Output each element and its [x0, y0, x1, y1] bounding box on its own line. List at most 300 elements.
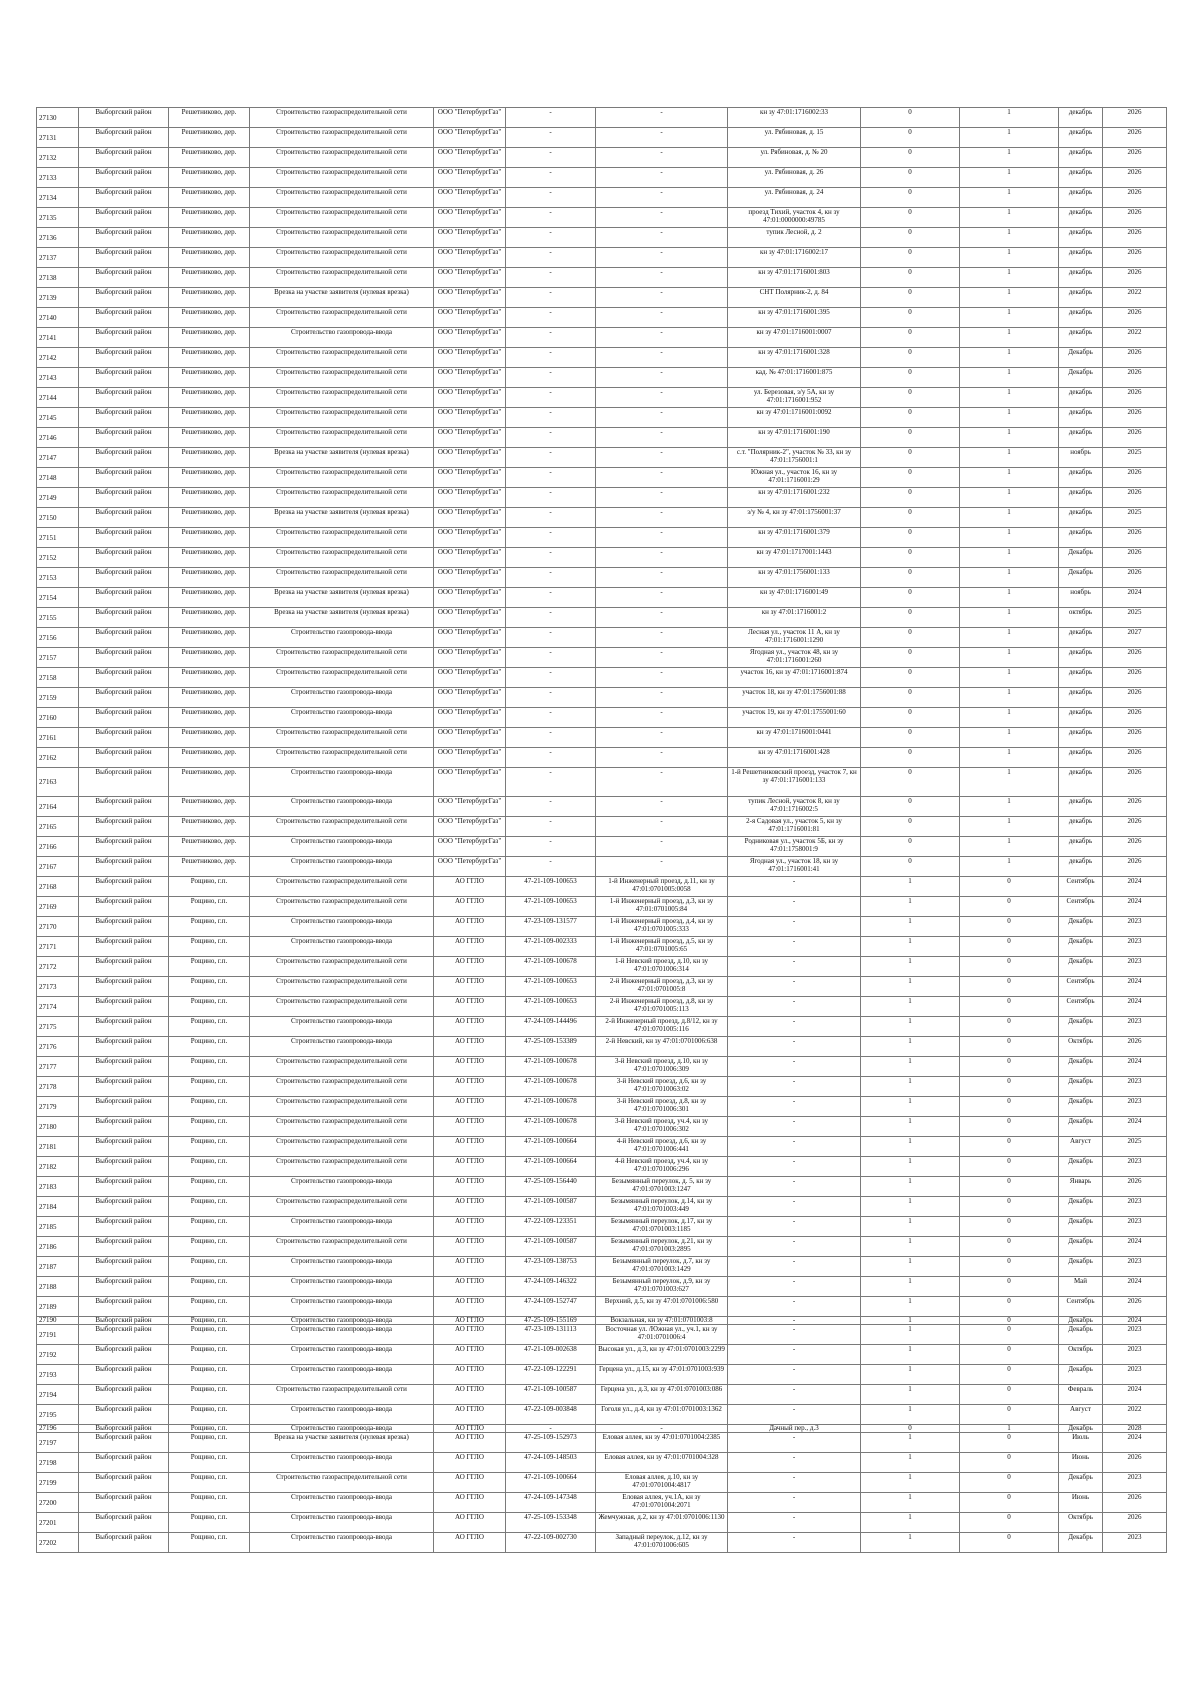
- table-row: [37, 997, 1167, 1017]
- row-number: 27166: [37, 837, 79, 857]
- address-cell: Безымянный переулок, д.21, кн зу 47:01:0701003:2895: [596, 1237, 728, 1257]
- district-cell: Выборгский район: [79, 128, 169, 148]
- year-cell: 2027: [1103, 628, 1167, 648]
- year-cell: 2023: [1103, 957, 1167, 977]
- address-cell: -: [596, 468, 728, 488]
- district-cell: Выборгский район: [79, 528, 169, 548]
- work-type-cell: Строительство газораспределительной сети: [250, 268, 434, 288]
- work-type-cell: Строительство газораспределительной сети: [250, 568, 434, 588]
- application-number-cell: 47-21-109-100678: [506, 1077, 596, 1097]
- address-cell: -: [596, 228, 728, 248]
- organization-cell: АО ГГЛО: [434, 917, 506, 937]
- table-row: [37, 957, 1167, 977]
- cadastral-address-cell: кн зу 47:01:1716002:33: [728, 108, 861, 128]
- flag-a-cell: 1: [861, 1117, 960, 1137]
- organization-cell: АО ГГЛО: [434, 1365, 506, 1385]
- month-cell: Январь: [1059, 1177, 1103, 1197]
- settlement-cell: Решетниково, дер.: [169, 268, 250, 288]
- cadastral-address-cell: с.т. "Полярник-2", участок № 33, кн зу 47:01:1756001:1: [728, 448, 861, 468]
- organization-cell: ООО "ПетербургГаз": [434, 628, 506, 648]
- application-number-cell: 47-23-109-138753: [506, 1257, 596, 1277]
- month-cell: Декабрь: [1059, 1077, 1103, 1097]
- flag-b-cell: 0: [960, 1297, 1059, 1317]
- table-row: [37, 1513, 1167, 1533]
- table-row: [37, 748, 1167, 768]
- address-cell: 4-й Невский проезд, уч.4, кн зу 47:01:0701006:296: [596, 1157, 728, 1177]
- month-cell: декабрь: [1059, 857, 1103, 877]
- organization-cell: ООО "ПетербургГаз": [434, 857, 506, 877]
- organization-cell: АО ГГЛО: [434, 1513, 506, 1533]
- application-number-cell: 47-22-109-002730: [506, 1533, 596, 1553]
- address-cell: -: [596, 1425, 728, 1433]
- row-number: 27189: [37, 1297, 79, 1317]
- table-row: [37, 628, 1167, 648]
- cadastral-address-cell: -: [728, 1057, 861, 1077]
- application-number-cell: -: [506, 508, 596, 528]
- flag-b-cell: 1: [960, 228, 1059, 248]
- flag-b-cell: 0: [960, 1317, 1059, 1325]
- flag-a-cell: 1: [861, 997, 960, 1017]
- work-type-cell: Строительство газораспределительной сети: [250, 388, 434, 408]
- flag-b-cell: 1: [960, 208, 1059, 228]
- flag-a-cell: 1: [861, 1017, 960, 1037]
- row-number: 27141: [37, 328, 79, 348]
- flag-a-cell: 0: [861, 748, 960, 768]
- table-row: [37, 917, 1167, 937]
- table-row: [37, 1217, 1167, 1237]
- district-cell: Выборгский район: [79, 1097, 169, 1117]
- month-cell: Июнь: [1059, 1453, 1103, 1473]
- table-row: [37, 128, 1167, 148]
- flag-a-cell: 0: [861, 797, 960, 817]
- cadastral-address-cell: кн зу 47:01:1717001:1443: [728, 548, 861, 568]
- month-cell: декабрь: [1059, 728, 1103, 748]
- application-number-cell: -: [506, 328, 596, 348]
- district-cell: Выборгский район: [79, 368, 169, 388]
- settlement-cell: Решетниково, дер.: [169, 508, 250, 528]
- cadastral-address-cell: СНТ Полярник-2, д. 84: [728, 288, 861, 308]
- cadastral-address-cell: ул. Березовая, з/у 5А, кн зу 47:01:1716001:952: [728, 388, 861, 408]
- flag-a-cell: 0: [861, 508, 960, 528]
- cadastral-address-cell: кн зу 47:01:1716001:328: [728, 348, 861, 368]
- organization-cell: ООО "ПетербургГаз": [434, 188, 506, 208]
- address-cell: Безымянный переулок, д. 5, кн зу 47:01:0701003:1247: [596, 1177, 728, 1197]
- row-number: 27148: [37, 468, 79, 488]
- organization-cell: АО ГГЛО: [434, 1177, 506, 1197]
- application-number-cell: 47-21-109-100653: [506, 897, 596, 917]
- flag-a-cell: 0: [861, 688, 960, 708]
- year-cell: 2025: [1103, 508, 1167, 528]
- organization-cell: ООО "ПетербургГаз": [434, 408, 506, 428]
- row-number: 27200: [37, 1493, 79, 1513]
- district-cell: Выборгский район: [79, 388, 169, 408]
- month-cell: Декабрь: [1059, 1533, 1103, 1553]
- table-row: [37, 568, 1167, 588]
- flag-a-cell: 0: [861, 728, 960, 748]
- row-number: 27178: [37, 1077, 79, 1097]
- row-number: 27134: [37, 188, 79, 208]
- month-cell: ноябрь: [1059, 448, 1103, 468]
- application-number-cell: 47-25-109-156440: [506, 1177, 596, 1197]
- flag-a-cell: 0: [861, 468, 960, 488]
- flag-a-cell: 1: [861, 917, 960, 937]
- application-number-cell: -: [506, 568, 596, 588]
- flag-a-cell: 1: [861, 897, 960, 917]
- year-cell: 2024: [1103, 1385, 1167, 1405]
- flag-b-cell: 1: [960, 128, 1059, 148]
- row-number: 27167: [37, 857, 79, 877]
- cadastral-address-cell: кн зу 47:01:1716001:190: [728, 428, 861, 448]
- cadastral-address-cell: -: [728, 1513, 861, 1533]
- settlement-cell: Решетниково, дер.: [169, 128, 250, 148]
- flag-b-cell: 1: [960, 188, 1059, 208]
- work-type-cell: Строительство газораспределительной сети: [250, 408, 434, 428]
- flag-b-cell: 0: [960, 1017, 1059, 1037]
- organization-cell: ООО "ПетербургГаз": [434, 608, 506, 628]
- cadastral-address-cell: тупик Лесной, д. 2: [728, 228, 861, 248]
- settlement-cell: Решетниково, дер.: [169, 288, 250, 308]
- flag-b-cell: 0: [960, 1037, 1059, 1057]
- flag-a-cell: 0: [861, 388, 960, 408]
- address-cell: -: [596, 668, 728, 688]
- address-cell: Высокая ул., д.3, кн зу 47:01:0701003:2299: [596, 1345, 728, 1365]
- flag-b-cell: 1: [960, 528, 1059, 548]
- year-cell: 2023: [1103, 1077, 1167, 1097]
- cadastral-address-cell: -: [728, 997, 861, 1017]
- flag-b-cell: 1: [960, 268, 1059, 288]
- application-number-cell: -: [506, 228, 596, 248]
- district-cell: Выборгский район: [79, 857, 169, 877]
- month-cell: декабрь: [1059, 408, 1103, 428]
- flag-b-cell: 0: [960, 1345, 1059, 1365]
- settlement-cell: Решетниково, дер.: [169, 857, 250, 877]
- row-number: 27164: [37, 797, 79, 817]
- organization-cell: АО ГГЛО: [434, 1425, 506, 1433]
- year-cell: 2024: [1103, 1057, 1167, 1077]
- application-number-cell: -: [506, 857, 596, 877]
- settlement-cell: Решетниково, дер.: [169, 388, 250, 408]
- address-cell: -: [596, 837, 728, 857]
- address-cell: -: [596, 488, 728, 508]
- flag-b-cell: 0: [960, 1385, 1059, 1405]
- table-row: [37, 208, 1167, 228]
- settlement-cell: Рощино, г.п.: [169, 1493, 250, 1513]
- year-cell: 2026: [1103, 228, 1167, 248]
- flag-a-cell: 1: [861, 1365, 960, 1385]
- table-row: [37, 1317, 1167, 1325]
- work-type-cell: Строительство газораспределительной сети: [250, 1077, 434, 1097]
- district-cell: Выборгский район: [79, 1277, 169, 1297]
- month-cell: декабрь: [1059, 108, 1103, 128]
- month-cell: декабрь: [1059, 228, 1103, 248]
- organization-cell: АО ГГЛО: [434, 897, 506, 917]
- flag-a-cell: 1: [861, 1277, 960, 1297]
- address-cell: 2-й Инженерный проезд, д.8, кн зу 47:01:0701005:113: [596, 997, 728, 1017]
- address-cell: -: [596, 568, 728, 588]
- address-cell: -: [596, 797, 728, 817]
- settlement-cell: Решетниково, дер.: [169, 837, 250, 857]
- address-cell: -: [596, 748, 728, 768]
- settlement-cell: Рощино, г.п.: [169, 1473, 250, 1493]
- settlement-cell: Рощино, г.п.: [169, 1345, 250, 1365]
- settlement-cell: Решетниково, дер.: [169, 608, 250, 628]
- application-number-cell: 47-22-109-123351: [506, 1217, 596, 1237]
- row-number: 27154: [37, 588, 79, 608]
- table-row: [37, 837, 1167, 857]
- district-cell: Выборгский район: [79, 588, 169, 608]
- cadastral-address-cell: -: [728, 1493, 861, 1513]
- year-cell: 2026: [1103, 548, 1167, 568]
- flag-a-cell: 0: [861, 668, 960, 688]
- cadastral-address-cell: -: [728, 1037, 861, 1057]
- cadastral-address-cell: -: [728, 1345, 861, 1365]
- settlement-cell: Рощино, г.п.: [169, 1037, 250, 1057]
- organization-cell: АО ГГЛО: [434, 957, 506, 977]
- month-cell: ноябрь: [1059, 588, 1103, 608]
- year-cell: 2023: [1103, 1097, 1167, 1117]
- table-row: [37, 1077, 1167, 1097]
- settlement-cell: Решетниково, дер.: [169, 548, 250, 568]
- flag-a-cell: 0: [861, 528, 960, 548]
- district-cell: Выборгский район: [79, 708, 169, 728]
- table-row: [37, 648, 1167, 668]
- table-row: [37, 688, 1167, 708]
- organization-cell: ООО "ПетербургГаз": [434, 168, 506, 188]
- flag-b-cell: 1: [960, 408, 1059, 428]
- year-cell: 2026: [1103, 428, 1167, 448]
- district-cell: Выборгский район: [79, 1513, 169, 1533]
- cadastral-address-cell: -: [728, 1473, 861, 1493]
- flag-a-cell: 1: [861, 1453, 960, 1473]
- table-row: [37, 708, 1167, 728]
- work-type-cell: Строительство газопровода-ввода: [250, 917, 434, 937]
- district-cell: Выборгский район: [79, 817, 169, 837]
- work-type-cell: Строительство газораспределительной сети: [250, 1117, 434, 1137]
- settlement-cell: Рощино, г.п.: [169, 1405, 250, 1425]
- district-cell: Выборгский район: [79, 1317, 169, 1325]
- flag-b-cell: 0: [960, 937, 1059, 957]
- table-row: [37, 1257, 1167, 1277]
- row-number: 27199: [37, 1473, 79, 1493]
- cadastral-address-cell: -: [728, 1117, 861, 1137]
- application-number-cell: 47-21-109-100664: [506, 1473, 596, 1493]
- year-cell: 2026: [1103, 308, 1167, 328]
- cadastral-address-cell: -: [728, 1257, 861, 1277]
- settlement-cell: Решетниково, дер.: [169, 708, 250, 728]
- district-cell: Выборгский район: [79, 348, 169, 368]
- year-cell: 2026: [1103, 1513, 1167, 1533]
- settlement-cell: Рощино, г.п.: [169, 1157, 250, 1177]
- district-cell: Выборгский район: [79, 748, 169, 768]
- district-cell: Выборгский район: [79, 1117, 169, 1137]
- month-cell: декабрь: [1059, 148, 1103, 168]
- row-number: 27197: [37, 1433, 79, 1453]
- year-cell: 2026: [1103, 837, 1167, 857]
- work-type-cell: Строительство газораспределительной сети: [250, 1057, 434, 1077]
- district-cell: Выборгский район: [79, 1365, 169, 1385]
- district-cell: Выборгский район: [79, 1297, 169, 1317]
- flag-b-cell: 1: [960, 857, 1059, 877]
- district-cell: Выборгский район: [79, 308, 169, 328]
- row-number: 27183: [37, 1177, 79, 1197]
- district-cell: Выборгский район: [79, 228, 169, 248]
- organization-cell: АО ГГЛО: [434, 1197, 506, 1217]
- row-number: 27165: [37, 817, 79, 837]
- application-number-cell: 47-21-109-100653: [506, 877, 596, 897]
- year-cell: 2022: [1103, 328, 1167, 348]
- application-number-cell: -: [506, 648, 596, 668]
- month-cell: октябрь: [1059, 608, 1103, 628]
- organization-cell: АО ГГЛО: [434, 1017, 506, 1037]
- month-cell: декабрь: [1059, 468, 1103, 488]
- year-cell: 2026: [1103, 368, 1167, 388]
- district-cell: Выборгский район: [79, 468, 169, 488]
- row-number: 27132: [37, 148, 79, 168]
- flag-a-cell: 0: [861, 188, 960, 208]
- table-row: [37, 1037, 1167, 1057]
- district-cell: Выборгский район: [79, 1345, 169, 1365]
- organization-cell: ООО "ПетербургГаз": [434, 328, 506, 348]
- cadastral-address-cell: Южная ул., участок 16, кн зу 47:01:1716001:29: [728, 468, 861, 488]
- work-type-cell: Строительство газораспределительной сети: [250, 488, 434, 508]
- district-cell: Выборгский район: [79, 1425, 169, 1433]
- cadastral-address-cell: -: [728, 957, 861, 977]
- flag-a-cell: 0: [861, 548, 960, 568]
- settlement-cell: Рощино, г.п.: [169, 1177, 250, 1197]
- year-cell: 2026: [1103, 268, 1167, 288]
- application-number-cell: -: [506, 268, 596, 288]
- cadastral-address-cell: Лесная ул., участок 11 А, кн зу 47:01:1716001:1290: [728, 628, 861, 648]
- application-number-cell: -: [506, 768, 596, 797]
- application-number-cell: -: [506, 108, 596, 128]
- district-cell: Выборгский район: [79, 1325, 169, 1345]
- row-number: 27155: [37, 608, 79, 628]
- organization-cell: ООО "ПетербургГаз": [434, 688, 506, 708]
- organization-cell: ООО "ПетербургГаз": [434, 528, 506, 548]
- year-cell: 2026: [1103, 857, 1167, 877]
- address-cell: Западный переулок, д.12, кн зу 47:01:0701006:605: [596, 1533, 728, 1553]
- row-number: 27131: [37, 128, 79, 148]
- work-type-cell: Строительство газораспределительной сети: [250, 348, 434, 368]
- settlement-cell: Рощино, г.п.: [169, 1117, 250, 1137]
- cadastral-address-cell: кн зу 47:01:1716001:803: [728, 268, 861, 288]
- table-row: [37, 508, 1167, 528]
- flag-a-cell: 1: [861, 1057, 960, 1077]
- row-number: 27169: [37, 897, 79, 917]
- application-number-cell: -: [506, 448, 596, 468]
- row-number: 27171: [37, 937, 79, 957]
- application-number-cell: 47-23-109-131577: [506, 917, 596, 937]
- year-cell: 2026: [1103, 797, 1167, 817]
- district-cell: Выборгский район: [79, 937, 169, 957]
- settlement-cell: Рощино, г.п.: [169, 1277, 250, 1297]
- address-cell: 3-й Невский проезд, д.6, кн зу 47:01:07010063:02: [596, 1077, 728, 1097]
- settlement-cell: Рощино, г.п.: [169, 1097, 250, 1117]
- settlement-cell: Рощино, г.п.: [169, 997, 250, 1017]
- address-cell: Гоголя ул., д.4, кн зу 47:01:0701003:1362: [596, 1405, 728, 1425]
- application-number-cell: -: [506, 348, 596, 368]
- table-row: [37, 768, 1167, 797]
- work-type-cell: Строительство газопровода-ввода: [250, 1405, 434, 1425]
- flag-b-cell: 0: [960, 917, 1059, 937]
- address-cell: -: [596, 188, 728, 208]
- settlement-cell: Решетниково, дер.: [169, 188, 250, 208]
- flag-b-cell: 0: [960, 1433, 1059, 1453]
- work-type-cell: Строительство газопровода-ввода: [250, 628, 434, 648]
- work-type-cell: Врезка на участке заявителя (нулевая врезка): [250, 588, 434, 608]
- flag-a-cell: 0: [861, 128, 960, 148]
- cadastral-address-cell: кн зу 47:01:1716001:0441: [728, 728, 861, 748]
- work-type-cell: Строительство газораспределительной сети: [250, 128, 434, 148]
- flag-b-cell: 0: [960, 1533, 1059, 1553]
- district-cell: Выборгский район: [79, 1177, 169, 1197]
- application-number-cell: -: [506, 837, 596, 857]
- table-row: [37, 977, 1167, 997]
- address-cell: -: [596, 348, 728, 368]
- organization-cell: АО ГГЛО: [434, 1297, 506, 1317]
- flag-b-cell: 0: [960, 1077, 1059, 1097]
- year-cell: 2026: [1103, 768, 1167, 797]
- row-number: 27176: [37, 1037, 79, 1057]
- work-type-cell: Строительство газораспределительной сети: [250, 1237, 434, 1257]
- flag-b-cell: 1: [960, 817, 1059, 837]
- settlement-cell: Решетниково, дер.: [169, 448, 250, 468]
- cadastral-address-cell: -: [728, 1197, 861, 1217]
- row-number: 27149: [37, 488, 79, 508]
- organization-cell: ООО "ПетербургГаз": [434, 668, 506, 688]
- application-number-cell: -: [506, 148, 596, 168]
- work-type-cell: Строительство газопровода-ввода: [250, 1177, 434, 1197]
- table-row: [37, 588, 1167, 608]
- month-cell: декабрь: [1059, 628, 1103, 648]
- row-number: 27179: [37, 1097, 79, 1117]
- flag-b-cell: 0: [960, 1117, 1059, 1137]
- year-cell: 2024: [1103, 1433, 1167, 1453]
- month-cell: Декабрь: [1059, 1473, 1103, 1493]
- cadastral-address-cell: Ягодная ул., участок 18, кн зу 47:01:1716001:41: [728, 857, 861, 877]
- year-cell: 2023: [1103, 1217, 1167, 1237]
- month-cell: Декабрь: [1059, 568, 1103, 588]
- table-row: [37, 288, 1167, 308]
- application-number-cell: 47-21-109-100653: [506, 997, 596, 1017]
- cadastral-address-cell: кад. № 47:01:1716001:875: [728, 368, 861, 388]
- year-cell: 2024: [1103, 897, 1167, 917]
- address-cell: -: [596, 208, 728, 228]
- organization-cell: ООО "ПетербургГаз": [434, 148, 506, 168]
- row-number: 27156: [37, 628, 79, 648]
- flag-a-cell: 0: [861, 628, 960, 648]
- work-type-cell: Строительство газопровода-ввода: [250, 1533, 434, 1553]
- address-cell: -: [596, 448, 728, 468]
- month-cell: декабрь: [1059, 748, 1103, 768]
- table-row: [37, 1017, 1167, 1037]
- row-number: 27157: [37, 648, 79, 668]
- flag-b-cell: 1: [960, 748, 1059, 768]
- organization-cell: ООО "ПетербургГаз": [434, 288, 506, 308]
- address-cell: 1-й Инженерный проезд, д.5, кн зу 47:01:0701005:65: [596, 937, 728, 957]
- flag-b-cell: 0: [960, 1325, 1059, 1345]
- year-cell: 2024: [1103, 1117, 1167, 1137]
- row-number: 27185: [37, 1217, 79, 1237]
- district-cell: Выборгский район: [79, 1237, 169, 1257]
- row-number: 27163: [37, 768, 79, 797]
- work-type-cell: Врезка на участке заявителя (нулевая врезка): [250, 288, 434, 308]
- cadastral-address-cell: -: [728, 1217, 861, 1237]
- organization-cell: ООО "ПетербургГаз": [434, 108, 506, 128]
- table-row: [37, 1453, 1167, 1473]
- table-row: [37, 897, 1167, 917]
- application-number-cell: -: [506, 748, 596, 768]
